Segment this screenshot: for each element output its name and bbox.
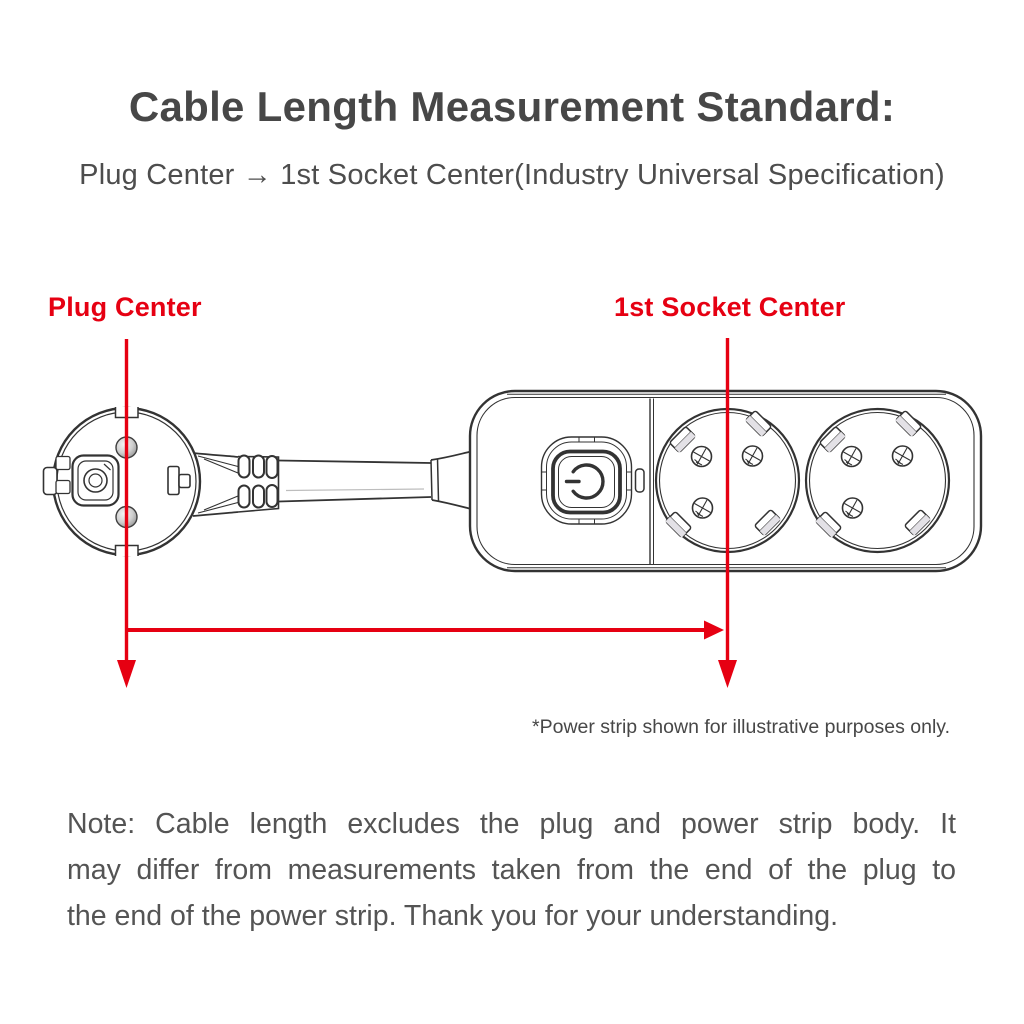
indicator-slot (636, 469, 645, 492)
power-strip-illustration (470, 391, 981, 571)
socket-2 (806, 409, 949, 552)
eu-plug-illustration (44, 407, 201, 556)
socket-center-arrowhead-icon (718, 660, 737, 688)
page-subtitle: Plug Center → 1st Socket Center(Industry Universal Specification) (79, 159, 945, 191)
bottom-note (67, 801, 956, 939)
plug-center-label: Plug Center (48, 292, 202, 322)
plug-center-arrowhead-icon (117, 660, 136, 688)
page-title: Cable Length Measurement Standard: (128, 83, 896, 130)
cable-illustration (193, 452, 471, 517)
note-line-2: may differ from measurements taken from the end of the plug to (67, 854, 956, 886)
socket-center-label: 1st Socket Center (614, 292, 846, 322)
note-line-1: Note: Cable length excludes the plug and power strip body. It (67, 808, 956, 840)
illustrative-footnote: *Power strip shown for illustrative purposes only. (532, 716, 950, 738)
measurement-arrow-icon (704, 621, 724, 640)
note-line-3: the end of the power strip. Thank you for your understanding. (67, 900, 839, 932)
